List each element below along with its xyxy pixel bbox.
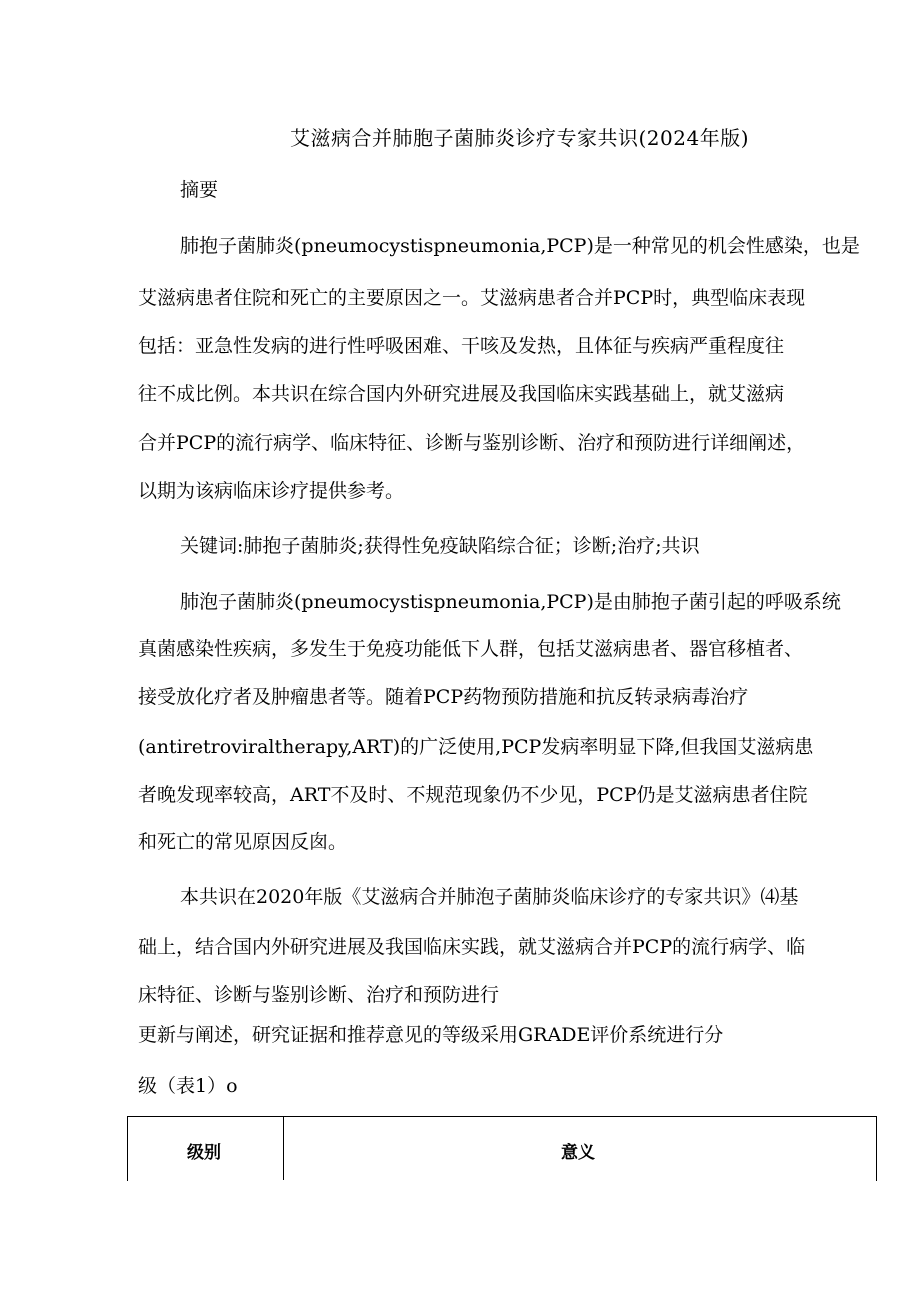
intro-line: 接受放化疗者及肿瘤患者等。随着PCP药物预防措施和抗反转录病毒治疗: [138, 686, 749, 708]
abstract-line: 合并PCP的流行病学、临床特征、诊断与鉴别诊断、治疗和预防进行详细阐述，: [138, 432, 806, 454]
abstract-line: 包括：亚急性发病的进行性呼吸困难、干咳及发热，且体征与疾病严重程度往: [138, 335, 785, 357]
keywords-line: 关键词:肺抱子菌肺炎;获得性免疫缺陷综合征；诊断;治疗;共识: [180, 535, 700, 557]
intro-line: 者晚发现率较高，ART不及时、不规范现象仍不少见，PCP仍是艾滋病患者住院: [138, 784, 808, 806]
consensus-line: 础上，结合国内外研究进展及我国临床实践，就艾滋病合并PCP的流行病学、临: [138, 936, 806, 958]
abstract-heading: 摘要: [180, 179, 219, 201]
intro-line: 肺泡子菌肺炎(pneumocystispneumonia,PCP)是由肺抱子菌引起的呼吸系统: [180, 591, 841, 613]
abstract-line: 往不成比例。本共识在综合国内外研究进展及我国临床实践基础上，就艾滋病: [138, 383, 785, 405]
consensus-line: 床特征、诊断与鉴别诊断、治疗和预防进行: [138, 984, 500, 1006]
consensus-line: 更新与阐述，研究证据和推荐意见的等级采用GRADE评价系统进行分: [138, 1024, 724, 1046]
abstract-line: 肺抱子菌肺炎(pneumocystispneumonia,PCP)是一种常见的机会性感染，也是: [180, 235, 860, 257]
intro-line: (antiretroviraltherapy,ART)的广泛使用,PCP发病率明显下降,但我国艾滋病患: [138, 736, 814, 758]
grade-table: [127, 1116, 877, 1181]
table-header-level: 级别: [187, 1143, 221, 1163]
abstract-line: 艾滋病患者住院和死亡的主要原因之一。艾滋病患者合并PCP时，典型临床表现: [138, 287, 806, 309]
intro-line: 和死亡的常见原因反囱。: [138, 831, 348, 853]
consensus-line: 本共识在2020年版《艾滋病合并肺泡子菌肺炎临床诊疗的专家共识》⑷基: [180, 886, 799, 908]
abstract-line: 以期为该病临床诊疗提供参考。: [138, 480, 405, 502]
table-header-meaning: 意义: [561, 1143, 595, 1163]
consensus-line: 级（表1）o: [138, 1075, 238, 1097]
intro-line: 真菌感染性疾病，多发生于免疫功能低下人群，包括艾滋病患者、器官移植者、: [138, 638, 804, 660]
document-title: 艾滋病合并肺胞子菌肺炎诊疗专家共识(2024年版): [290, 126, 750, 150]
table-column-divider: [283, 1117, 284, 1180]
